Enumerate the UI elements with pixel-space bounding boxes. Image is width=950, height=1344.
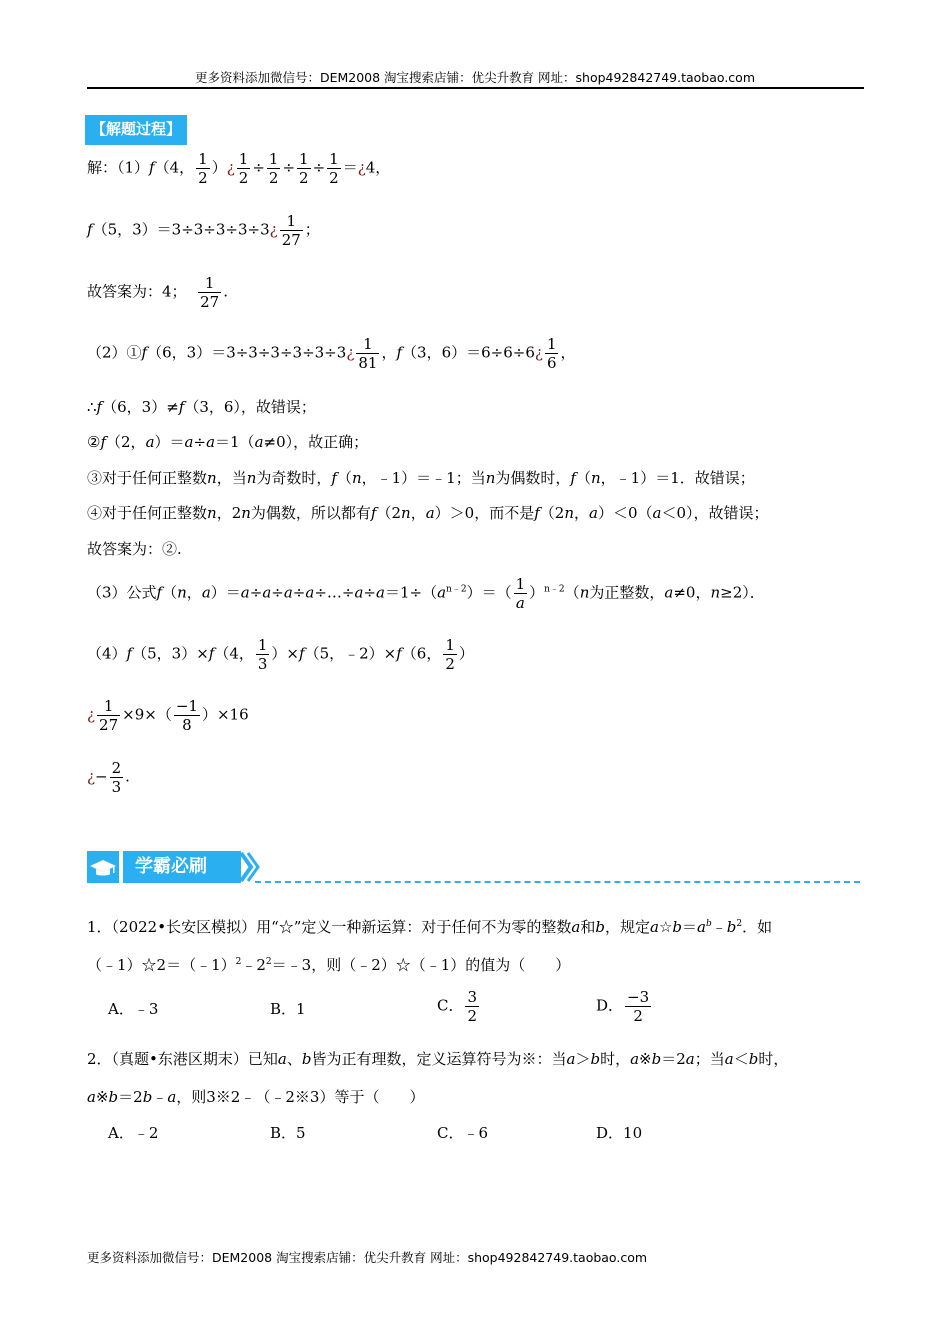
sol-line-9: 故答案为：②.: [87, 540, 182, 558]
sol-line-3: 故答案为：4； $\frac{1}{27}$ .: [87, 274, 228, 311]
page-header: 更多资料添加微信号：DEM2008 淘宝搜索店铺：优尖升教育 网址：shop492842749.taobao.com: [194, 70, 756, 85]
q2-option-c[interactable]: C．﹣6: [437, 1124, 489, 1142]
q1-line-2: $(﹣1)☆2=(﹣1)^2﹣2^2=﹣3$，则（﹣2）☆（﹣1）的值为（ ）: [87, 956, 571, 974]
q1-option-d[interactable]: D． $\frac{-3}{2}$: [596, 988, 650, 1025]
page-footer: 更多资料添加微信号：DEM2008 淘宝搜索店铺：优尖升教育 网址：shop492842749.taobao.com: [87, 1250, 648, 1265]
q2-line-1: 2．（真题•东港区期末）已知a、b皆为正有理数，定义运算符号为※：当a＞b时，a※b＝2a；当a＜b时，: [87, 1050, 789, 1068]
q2-option-a[interactable]: A．﹣2: [108, 1124, 159, 1142]
sol-line-4: （2）①f（6，3）＝3÷3÷3÷3÷3÷3¿ $\frac{1}{81}$ ，f（3，6）＝6÷6÷6¿ $\frac{1}{6}$ ，: [87, 335, 576, 372]
sol-line-10: （3）公式f（n，$a)=a\div a\div a\div a\div\dots\div a\div a=1\div(a^{n﹣2})=$（ $\frac{1}{a} )^{n﹣2}(n$为正整数，a≠0，n≥2）．: [87, 575, 765, 612]
q2-option-d[interactable]: D．10: [596, 1124, 643, 1142]
sol-line-13: ¿− $\frac{2}{3}$ .: [87, 759, 130, 796]
q2-line-2: a※b＝2b﹣a，则3※2﹣（﹣2※3）等于（ ）: [87, 1088, 425, 1106]
graduation-cap-icon: [87, 851, 119, 883]
q2-option-b[interactable]: B．5: [270, 1124, 306, 1142]
sol-line-11: （4）f（5，3）×f（4， $\frac{1}{3}$ ）×f（5，﹣2）×f（6， $\frac{1}{2}$ ）: [87, 636, 474, 673]
xueba-divider: [255, 881, 860, 883]
solution-badge: 【解题过程】: [85, 115, 187, 145]
fraction-1-27: $\frac{1}{27}$: [281, 212, 301, 249]
fraction-half: $\frac{1}{2}$: [198, 150, 208, 187]
q1-option-b[interactable]: B．1: [270, 1000, 306, 1018]
xueba-title: 学霸必刷: [123, 851, 241, 883]
sol-line-5: ∴f（6，3）≠f（3，6），故错误；: [87, 398, 316, 416]
sol-line-2: f（5，3）＝3÷3÷3÷3÷3¿ $\frac{1}{27}$ ；: [87, 212, 320, 249]
q1-option-a[interactable]: A．﹣3: [108, 1000, 159, 1018]
sol-line-1: 解：（1）f（4， $\frac{1}{2}$ ）¿ $\frac{1}{2}$ ÷ $\frac{1}{2}$ ÷ $\frac{1}{2}$ ÷ $\frac{1}{2}$ ＝¿4，: [87, 150, 391, 187]
sol-line-7: ③对于任何正整数n，当n为奇数时，f（n，﹣1）＝﹣1；当n为偶数时，f（n，﹣1）＝1．故错误；: [87, 469, 755, 487]
sol-line-12: ¿ $\frac{1}{27}$ ×9×（ $\frac{-1}{8}$ ）×16: [87, 697, 249, 734]
header-rule: [87, 87, 864, 89]
sol-line-6: ②f（2，a）＝a÷a＝1（a≠0），故正确；: [87, 433, 369, 451]
sol-line-8: ④对于任何正整数n，2n为偶数，所以都有f（2n，a）＞0，而不是f（2n，a）＜0（a＜0），故错误；: [87, 504, 769, 522]
q1-line-1: 1．（2022•长安区模拟）用“☆”定义一种新运算：对于任何不为零的整数a和b，规定$a☆b=a^b﹣b^2$．如: [87, 918, 773, 936]
q1-option-c[interactable]: C． $\frac{3}{2}$: [437, 988, 478, 1025]
